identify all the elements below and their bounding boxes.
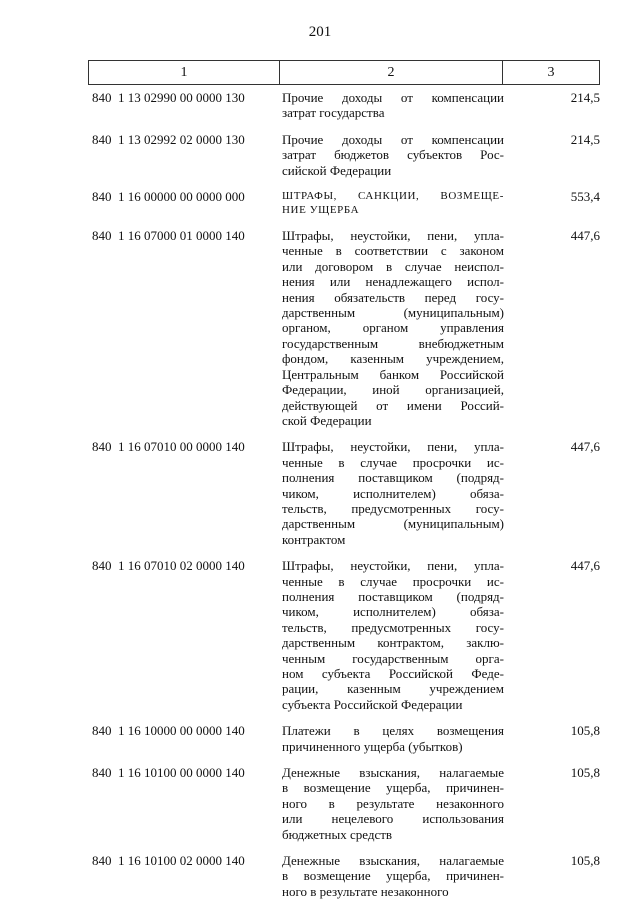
description-line: чиком, исполнителем) обяза- xyxy=(282,485,504,501)
header-col-2: 2 xyxy=(280,61,503,85)
description-line: нения обязательств перед госу- xyxy=(282,289,504,305)
row-description xyxy=(282,228,504,428)
table-row xyxy=(88,853,600,899)
row-value: 105,8 xyxy=(570,723,600,739)
description-line: рации, казенным учреждением xyxy=(282,681,504,697)
row-description xyxy=(282,853,504,899)
budget-code: 1 16 07000 01 0000 140 xyxy=(118,228,245,244)
row-description xyxy=(282,132,504,178)
table-row xyxy=(88,558,600,712)
description-line: сийской Федерации xyxy=(282,162,392,178)
row-description xyxy=(282,439,504,547)
row-code xyxy=(88,853,282,899)
budget-code: 1 16 00000 00 0000 000 xyxy=(118,189,245,205)
description-line: Денежные взыскания, налагаемые xyxy=(282,853,504,869)
row-description xyxy=(282,765,504,842)
row-value: 105,8 xyxy=(570,765,600,781)
table-row xyxy=(88,439,600,547)
row-value: 553,4 xyxy=(570,189,600,205)
table-header xyxy=(88,60,600,85)
description-line: ченным государственным орга- xyxy=(282,650,504,666)
description-line: субъекта Российской Федерации xyxy=(282,696,463,712)
description-line: дарственным контрактом, заклю- xyxy=(282,635,504,651)
description-line: ченные в случае просрочки ис- xyxy=(282,454,504,470)
row-code xyxy=(88,132,282,178)
description-line: дарственным (муниципальным) xyxy=(282,305,504,321)
description-line: полнения поставщиком (подряд- xyxy=(282,588,504,604)
description-line: органом, органом управления xyxy=(282,320,504,336)
description-line: тельств, предусмотренных госу- xyxy=(282,619,504,635)
row-description xyxy=(282,558,504,712)
description-line: Штрафы, неустойки, пени, упла- xyxy=(282,439,504,455)
description-line: ской Федерации xyxy=(282,412,372,428)
admin-code: 840 xyxy=(92,189,112,205)
description-line: Платежи в целях возмещения xyxy=(282,723,504,739)
budget-code: 1 16 10100 00 0000 140 xyxy=(118,765,245,781)
description-line: НИЕ УЩЕРБА xyxy=(282,204,360,217)
row-description xyxy=(282,723,504,754)
row-code xyxy=(88,90,282,121)
budget-code: 1 13 02992 02 0000 130 xyxy=(118,131,245,147)
admin-code: 840 xyxy=(92,131,112,147)
description-line: нения или ненадлежащего испол- xyxy=(282,274,504,290)
admin-code: 840 xyxy=(92,723,112,739)
table-row xyxy=(88,132,600,178)
description-line: ченные в случае просрочки ис- xyxy=(282,573,504,589)
description-line: тельств, предусмотренных госу- xyxy=(282,500,504,516)
row-value: 447,6 xyxy=(570,228,600,244)
budget-code: 1 16 10000 00 0000 140 xyxy=(118,723,245,739)
description-line: ченные в соответствии с законом xyxy=(282,243,504,259)
description-line: действующей от имени Россий- xyxy=(282,397,504,413)
table-row xyxy=(88,189,600,217)
header-col-1: 1 xyxy=(89,61,280,85)
description-line: затрат государства xyxy=(282,105,385,121)
description-line: затрат бюджетов субъектов Рос- xyxy=(282,147,504,163)
description-line: ного в результате незаконного xyxy=(282,883,449,899)
row-value: 214,5 xyxy=(570,131,600,147)
row-value: 214,5 xyxy=(570,90,600,105)
description-line: Прочие доходы от компенсации xyxy=(282,90,504,105)
description-line: причиненного ущерба (убытков) xyxy=(282,738,463,754)
admin-code: 840 xyxy=(92,90,112,105)
row-code xyxy=(88,439,282,547)
page-number: 201 xyxy=(308,24,332,40)
description-line: фондом, казенным учреждением, xyxy=(282,351,504,367)
description-line: Денежные взыскания, налагаемые xyxy=(282,765,504,781)
row-code xyxy=(88,765,282,842)
budget-code: 1 16 07010 02 0000 140 xyxy=(118,558,245,574)
description-line: дарственным (муниципальным) xyxy=(282,516,504,532)
description-line: Прочие доходы от компенсации xyxy=(282,131,504,147)
description-line: ном субъекта Российской Феде- xyxy=(282,666,504,681)
description-line: контрактом xyxy=(282,531,346,547)
description-line: Центральным банком Российской xyxy=(282,366,504,382)
table-row xyxy=(88,765,600,842)
description-line: государственным внебюджетным xyxy=(282,335,504,351)
table-body xyxy=(88,90,600,910)
row-description xyxy=(282,90,504,121)
row-code xyxy=(88,558,282,712)
row-value: 447,6 xyxy=(570,558,600,574)
admin-code: 840 xyxy=(92,765,112,781)
table-row xyxy=(88,228,600,428)
row-value: 447,6 xyxy=(570,439,600,455)
admin-code: 840 xyxy=(92,439,112,455)
description-line: ного в результате незаконного xyxy=(282,795,504,811)
row-description xyxy=(282,189,504,217)
admin-code: 840 xyxy=(92,853,112,869)
budget-code: 1 13 02990 00 0000 130 xyxy=(118,90,245,105)
description-line: Штрафы, неустойки, пени, упла- xyxy=(282,558,504,574)
admin-code: 840 xyxy=(92,228,112,244)
row-code xyxy=(88,189,282,217)
row-value: 105,8 xyxy=(570,853,600,869)
admin-code: 840 xyxy=(92,558,112,574)
description-line: Федерации, иной организацией, xyxy=(282,382,504,398)
description-line: полнения поставщиком (подряд- xyxy=(282,470,504,486)
row-code xyxy=(88,723,282,754)
budget-code: 1 16 10100 02 0000 140 xyxy=(118,853,245,869)
description-line: в возмещение ущерба, причинен- xyxy=(282,868,504,884)
description-line: в возмещение ущерба, причинен- xyxy=(282,780,504,796)
description-line: Штрафы, неустойки, пени, упла- xyxy=(282,228,504,244)
budget-code: 1 16 07010 00 0000 140 xyxy=(118,439,245,455)
description-line: или договором в случае неиспол- xyxy=(282,258,504,274)
header-col-3: 3 xyxy=(503,61,600,85)
description-line: ШТРАФЫ, САНКЦИИ, ВОЗМЕЩЕ- xyxy=(282,190,504,203)
description-line: бюджетных средств xyxy=(282,826,393,842)
table-row xyxy=(88,90,600,121)
table-row xyxy=(88,723,600,754)
description-line: чиком, исполнителем) обяза- xyxy=(282,604,504,620)
description-line: или нецелевого использования xyxy=(282,811,504,827)
row-code xyxy=(88,228,282,428)
